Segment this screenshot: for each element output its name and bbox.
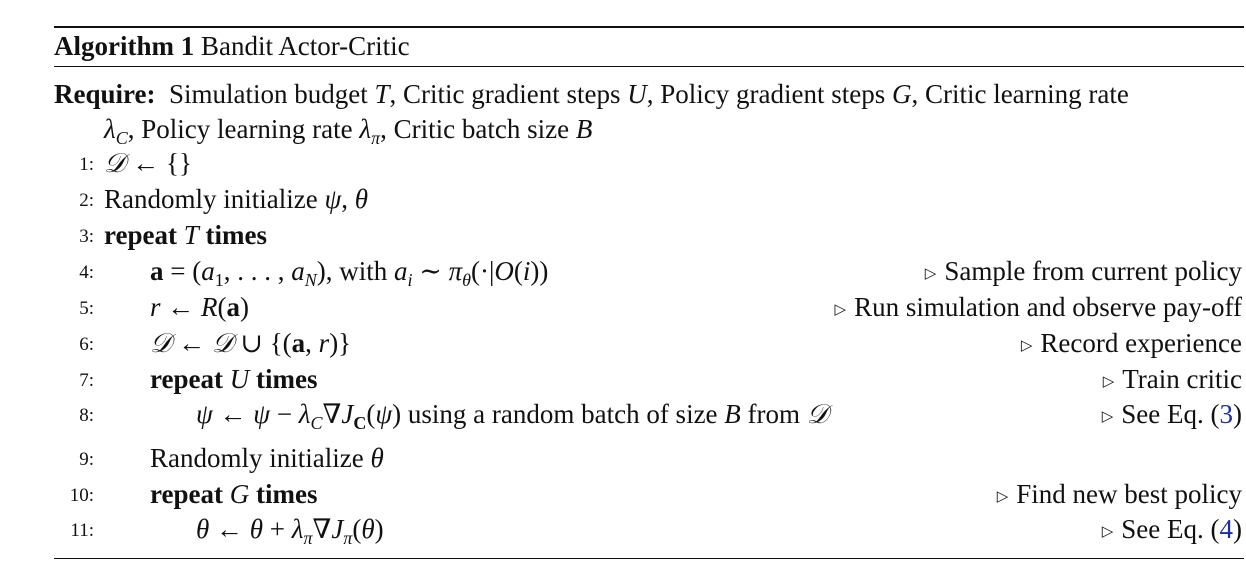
caption-rule xyxy=(54,66,1244,67)
algorithm-line-2 xyxy=(54,182,1244,216)
comment-triangle-icon: ▷ xyxy=(834,302,847,318)
algorithm-line-6 xyxy=(54,326,1244,360)
line-number: 10: xyxy=(69,485,94,506)
algorithm-line-4 xyxy=(54,254,1244,288)
require-line-1: Require: Simulation budget T, Critic gradient steps U, Policy gradient steps G, Critic learning rate xyxy=(54,79,1129,109)
line-comment: ▷ Train critic xyxy=(1103,362,1242,399)
line-number: 5: xyxy=(79,298,94,319)
eq-link-4[interactable]: 4 xyxy=(1219,514,1233,544)
line-number: 7: xyxy=(79,370,94,391)
algorithm-line-11 xyxy=(54,512,1244,546)
line-number: 4: xyxy=(79,262,94,283)
algorithm-title: Bandit Actor-Critic xyxy=(200,31,410,61)
line-body: repeat U times xyxy=(150,364,318,394)
line-comment: ▷ See Eq. (3) xyxy=(1102,397,1242,434)
require-label: Require: xyxy=(54,79,156,109)
line-body: repeat G times xyxy=(150,479,318,509)
eq-link-3[interactable]: 3 xyxy=(1219,399,1233,429)
line-body: $a = (a_1$, . . . , $a_N$), with $a_i$ ∼ $\pi_\theta(\cdot|O(i))$ xyxy=(150,256,549,290)
algorithm-line-10 xyxy=(54,477,1244,511)
line-number: 11: xyxy=(70,520,94,541)
algorithm-line-3 xyxy=(54,218,1244,252)
line-body: r ← R(a) xyxy=(150,292,250,322)
comment-triangle-icon: ▷ xyxy=(1102,374,1115,390)
comment-triangle-icon: ▷ xyxy=(1101,524,1114,540)
line-number: 9: xyxy=(79,449,94,470)
line-body: Randomly initialize θ xyxy=(150,443,384,473)
algorithm-line-1 xyxy=(54,146,1244,180)
line-body: 𝒟 ← 𝒟 ∪ {(a, r)} xyxy=(150,328,352,359)
line-body: θ ← $\theta + \lambda_\pi\nabla J_\pi(\theta)$ xyxy=(196,514,384,548)
line-body: repeat T times xyxy=(104,220,267,250)
require-line-2: $\lambda_C$, Policy learning rate $\lambda_\pi$, Critic batch size B xyxy=(104,114,593,148)
comment-triangle-icon: ▷ xyxy=(996,489,1009,505)
line-number: 2: xyxy=(79,190,94,211)
line-body: Randomly initialize ψ, θ xyxy=(104,184,369,214)
algorithm-line-9 xyxy=(54,441,1244,475)
line-number: 3: xyxy=(79,226,94,247)
line-number: 6: xyxy=(79,334,94,355)
line-body: 𝒟 ← {} xyxy=(104,148,192,179)
line-comment: ▷ Sample from current policy xyxy=(925,254,1242,291)
algorithm-line-8 xyxy=(54,397,1244,431)
comment-triangle-icon: ▷ xyxy=(1101,409,1114,425)
comment-triangle-icon: ▷ xyxy=(1020,338,1033,354)
algorithm-line-5 xyxy=(54,290,1244,324)
line-comment: ▷ Record experience xyxy=(1021,326,1242,363)
line-comment: ▷ Find new best policy xyxy=(997,477,1242,514)
line-number: 8: xyxy=(79,405,94,426)
algorithm-line-7 xyxy=(54,362,1244,396)
comment-triangle-icon: ▷ xyxy=(924,266,937,282)
top-rule xyxy=(54,26,1244,28)
line-number: 1: xyxy=(79,154,94,175)
line-body: ψ ← $\psi - \lambda_C\nabla J_C(\psi)$ using a random batch of size B from 𝒟 xyxy=(196,399,829,433)
algorithm-caption xyxy=(54,30,410,62)
bottom-rule xyxy=(54,558,1244,559)
algorithm-label: Algorithm 1 xyxy=(54,31,195,61)
line-comment: ▷ See Eq. (4) xyxy=(1102,512,1242,549)
line-comment: ▷ Run simulation and observe pay-off xyxy=(835,290,1242,327)
